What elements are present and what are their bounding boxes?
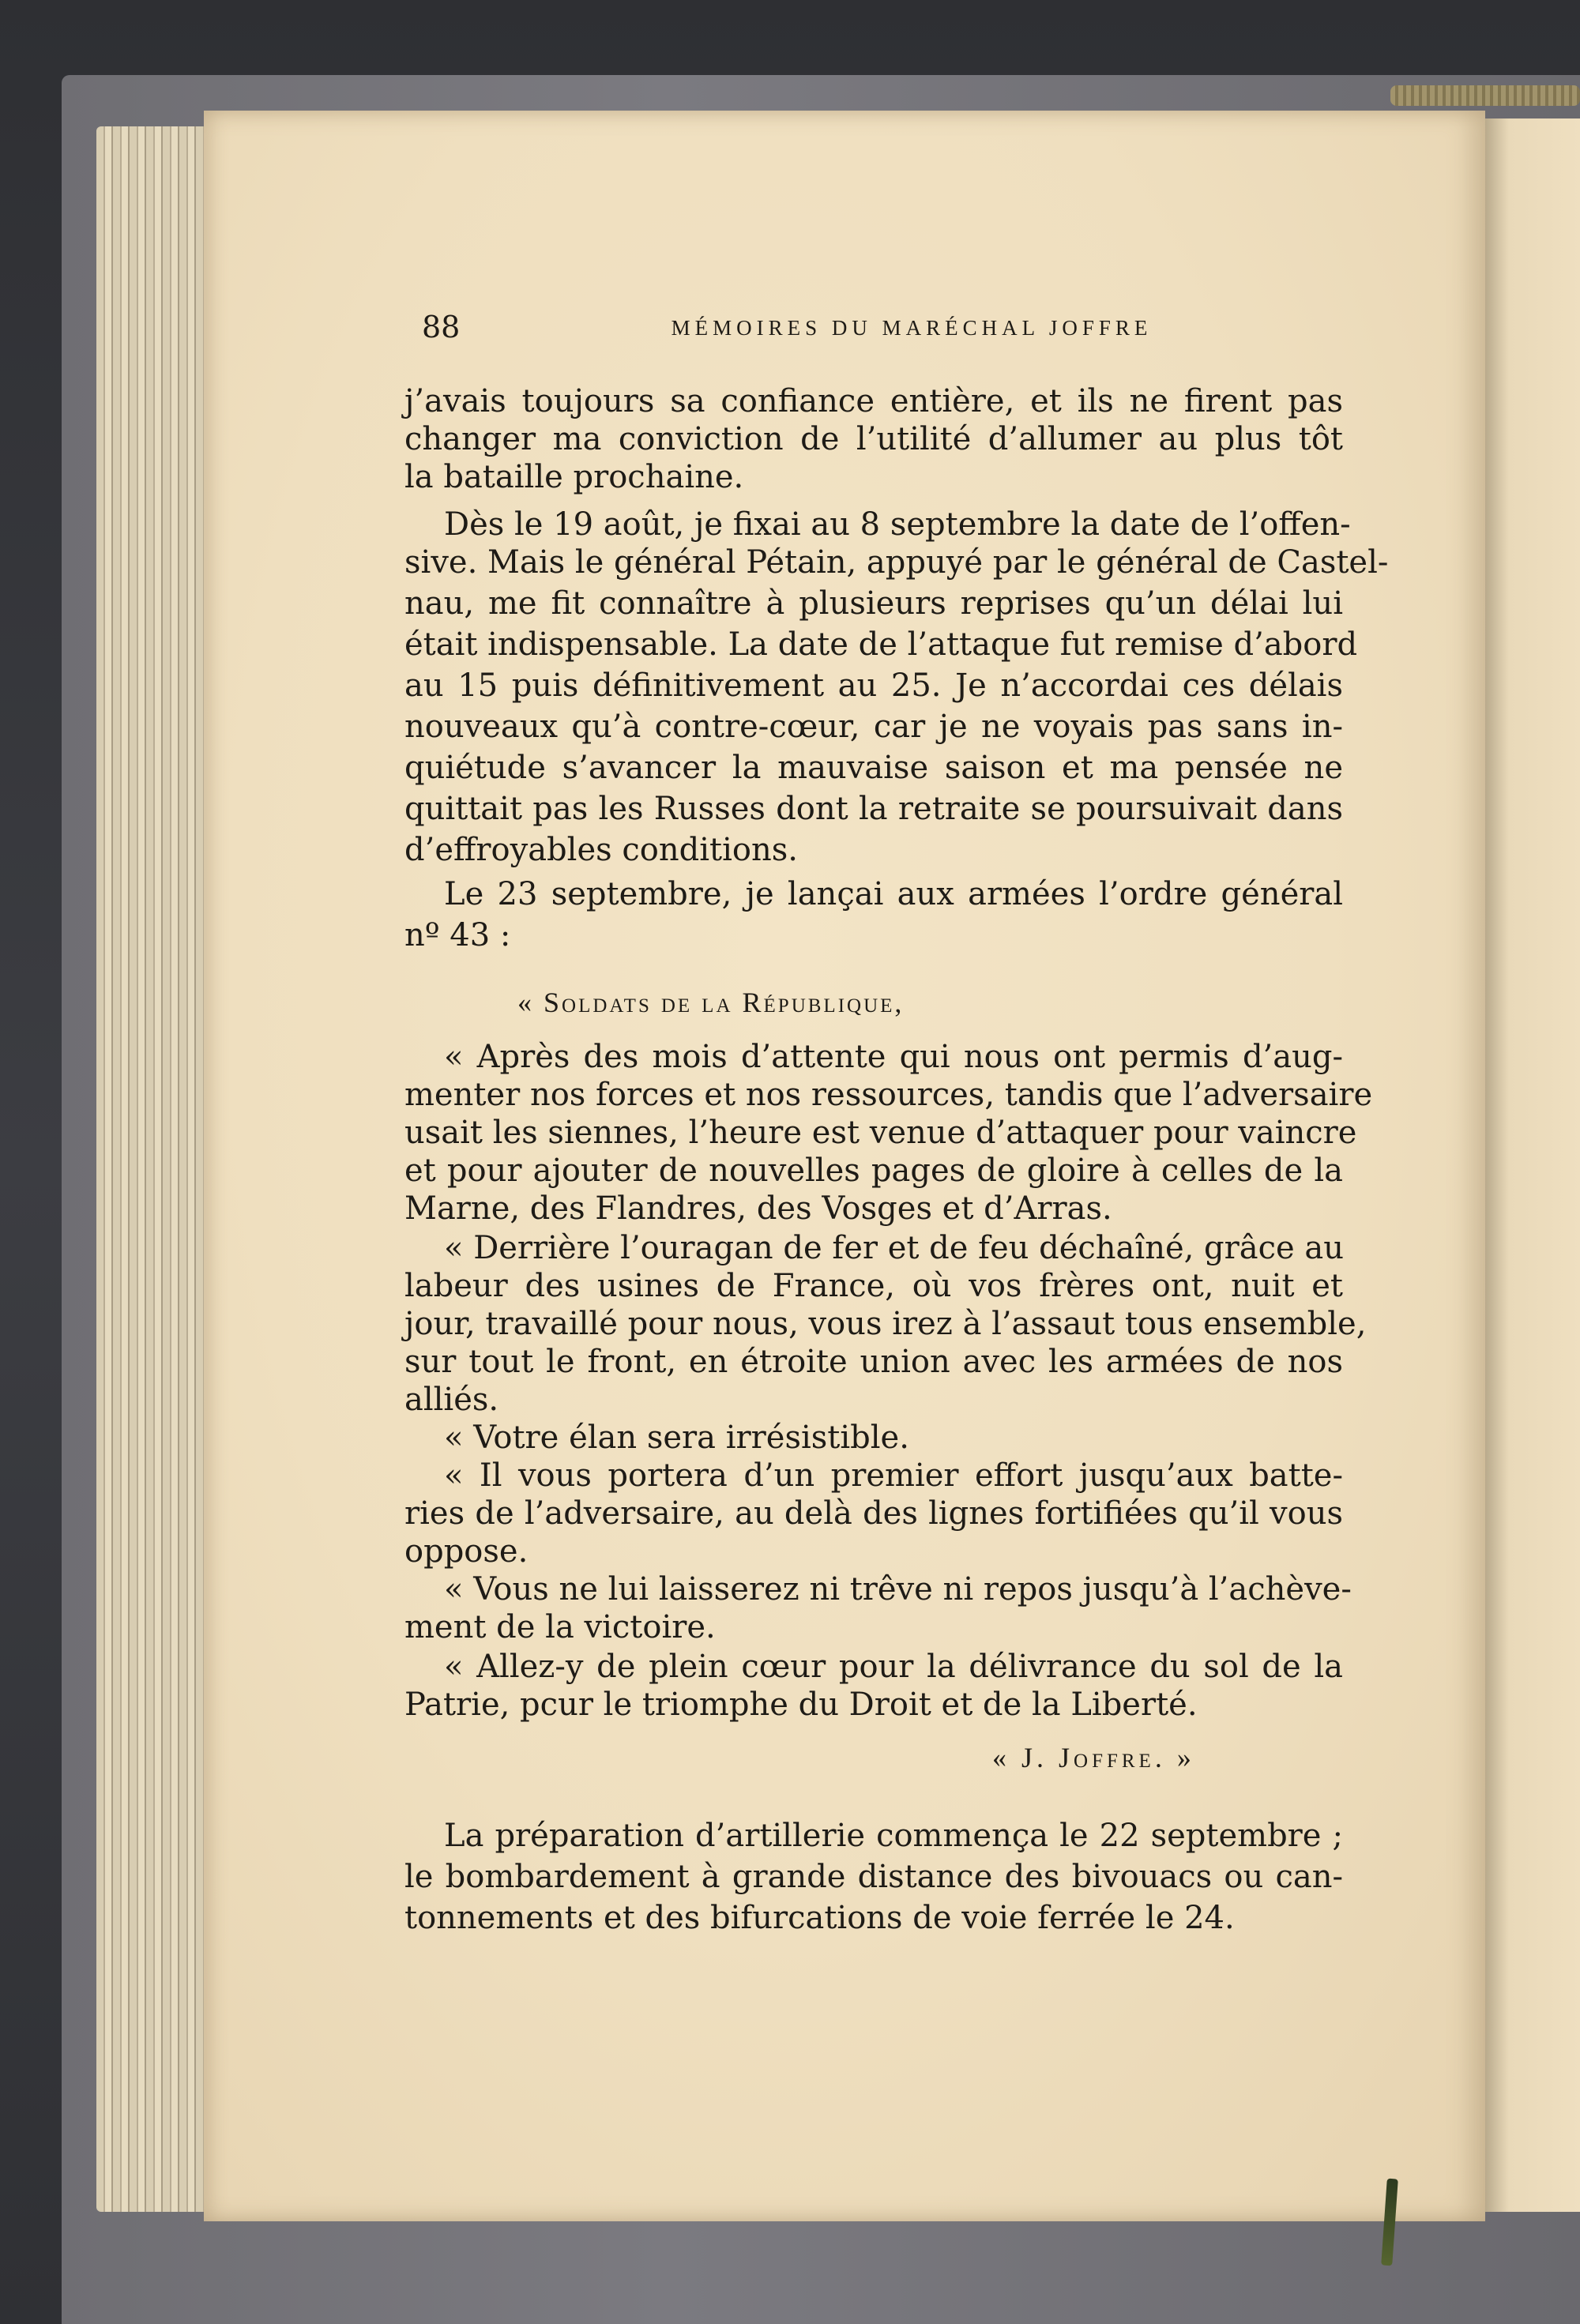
text-line: était indispensable. La date de l’attaque fut remise d’abord (404, 626, 1358, 663)
text-line: Patrie, pcur le triomphe du Droit et de la Liberté. (404, 1687, 1198, 1723)
text-line: sur tout le front, en étroite union avec les armées de nos (404, 1344, 1343, 1380)
text-line: d’effroyables conditions. (404, 832, 798, 868)
text-line: au 15 puis définitivement au 25. Je n’accordai ces délais (404, 667, 1343, 704)
text-line: usait les siennes, l’heure est venue d’attaquer pour vaincre (404, 1115, 1357, 1151)
text-line: oppose. (404, 1533, 529, 1570)
text-line: et pour ajouter de nouvelles pages de gloire à celles de la (404, 1153, 1343, 1189)
text-line: menter nos forces et nos ressources, tandis que l’adversaire (404, 1077, 1373, 1113)
text-line: tonnements et des bifurcations de voie ferrée le 24. (404, 1900, 1235, 1936)
text-line: changer ma conviction de l’utilité d’allumer au plus tôt (404, 421, 1343, 457)
text-line: « Vous ne lui laisserez ni trêve ni repos jusqu’à l’achève- (444, 1571, 1352, 1608)
text-line: sive. Mais le général Pétain, appuyé par le général de Castel- (404, 544, 1389, 581)
text-line: j’avais toujours sa confiance entière, et ils ne firent pas (404, 383, 1343, 419)
order-address: « Soldats de la République, (517, 987, 905, 1018)
text-line: Le 23 septembre, je lançai aux armées l’ordre général (444, 876, 1343, 912)
running-header (422, 310, 1228, 357)
text-line: Dès le 19 août, je fixai au 8 septembre la date de l’offen- (444, 506, 1351, 543)
text-line: quittait pas les Russes dont la retraite se poursuivait dans (404, 791, 1343, 827)
text-line: alliés. (404, 1382, 499, 1418)
text-line: jour, travaillé pour nous, vous irez à l’assaut tous ensemble, (404, 1306, 1367, 1342)
text-line: « Derrière l’ouragan de fer et de feu déchaîné, grâce au (444, 1230, 1345, 1266)
running-title: MÉMOIRES DU MARÉCHAL JOFFRE (671, 316, 1153, 340)
text-line: nouveaux qu’à contre-cœur, car je ne voyais pas sans in- (404, 709, 1343, 745)
text-line: quiétude s’avancer la mauvaise saison et ma pensée ne (404, 750, 1343, 786)
text-line: ries de l’adversaire, au delà des lignes fortifiées qu’il vous (404, 1495, 1343, 1532)
signature: « J. Joffre. » (992, 1742, 1195, 1773)
page-number: 88 (422, 310, 461, 344)
text-line: « Votre élan sera irrésistible. (444, 1420, 909, 1456)
text-line: nº 43 : (404, 917, 511, 953)
text-line: « Allez-y de plein cœur pour la délivrance du sol de la (444, 1649, 1343, 1685)
text-line: ment de la victoire. (404, 1609, 716, 1645)
text-line: « Après des mois d’attente qui nous ont permis d’aug- (444, 1039, 1343, 1075)
text-line: labeur des usines de France, où vos frères ont, nuit et (404, 1268, 1343, 1304)
text-line: Marne, des Flandres, des Vosges et d’Arras. (404, 1190, 1112, 1227)
text-line: « Il vous portera d’un premier effort jusqu’aux batte- (444, 1457, 1343, 1494)
text-line: le bombardement à grande distance des bivouacs ou can- (404, 1859, 1343, 1895)
text-line: la bataille prochaine. (404, 459, 744, 495)
text-line: nau, me fit connaître à plusieurs reprises qu’un délai lui (404, 585, 1343, 622)
text-line: La préparation d’artillerie commença le 22 septembre ; (444, 1818, 1343, 1854)
